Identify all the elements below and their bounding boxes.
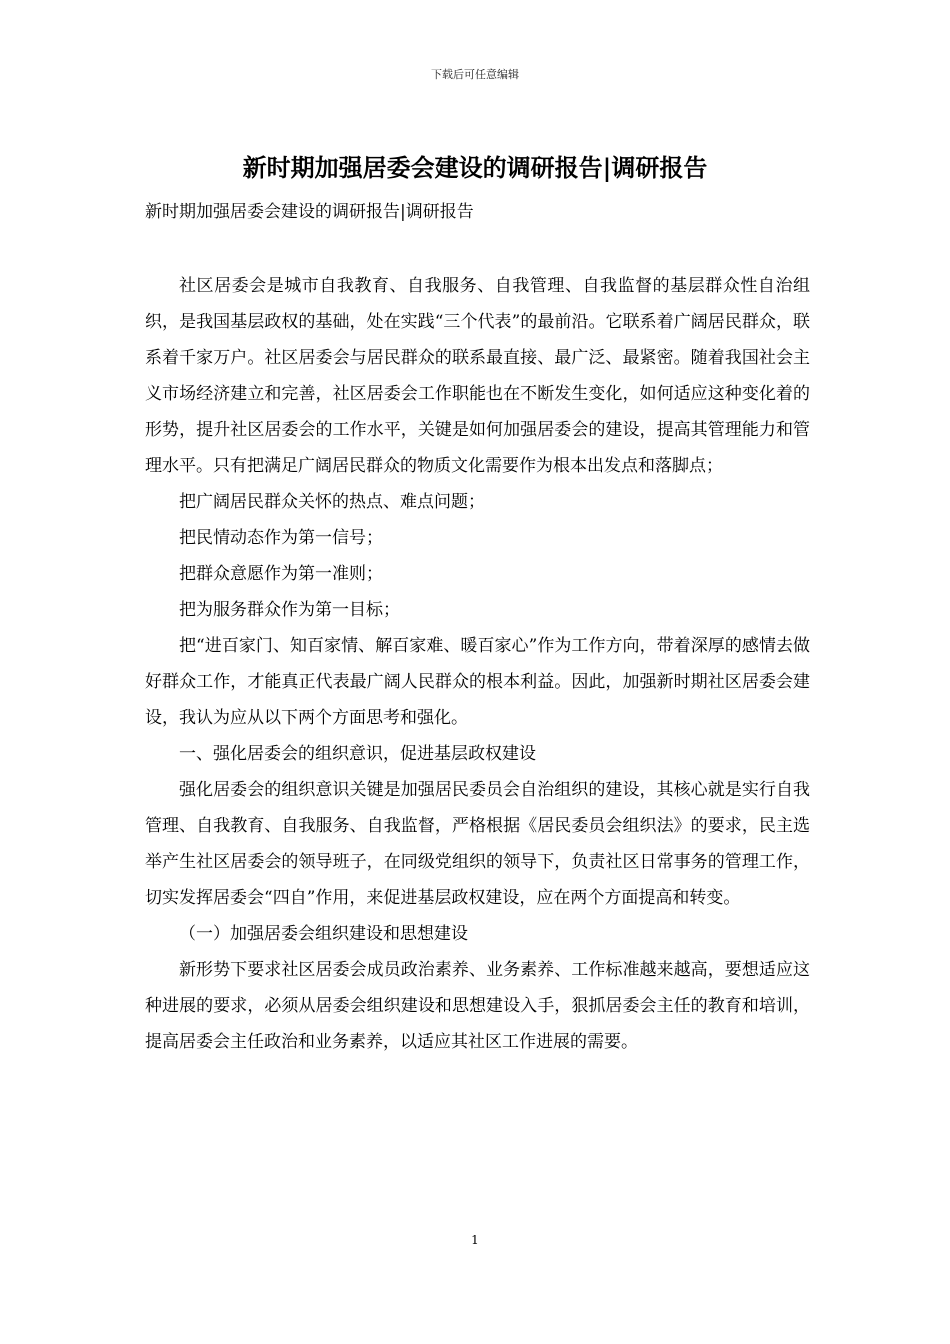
document-body — [145, 268, 810, 1060]
section-heading: 一、强化居委会的组织意识，促进基层政权建设 — [179, 744, 536, 764]
body-paragraph: 把群众意愿作为第一准则； — [179, 564, 383, 584]
body-paragraph: 把“进百家门、知百家情、解百家难、暖百家心”作为工作方向，带着深厚的感情去做好群众工作，才能真正代表最广阔人民群众的根本利益。因此，加强新时期社区居委会建设，我认为应从以下两个方面思考和强化。 — [145, 636, 810, 728]
header-note: 下载后可任意编辑 — [431, 68, 519, 81]
body-paragraph: 强化居委会的组织意识关键是加强居民委员会自治组织的建设，其核心就是实行自我管理、自我教育、自我服务、自我监督，严格根据《居民委员会组织法》的要求，民主选举产生社区居委会的领导班子，在同级党组织的领导下，负责社区日常事务的管理工作，切实发挥居委会“四自”作用，来促进基层政权建设，应在两个方面提高和转变。 — [145, 780, 810, 908]
body-paragraph: 把广阔居民群众关怀的热点、难点问题； — [179, 492, 485, 512]
document-title: 新时期加强居委会建设的调研报告|调研报告 — [242, 153, 708, 182]
body-paragraph: 社区居委会是城市自我教育、自我服务、自我管理、自我监督的基层群众性自治组织，是我国基层政权的基础，处在实践“三个代表”的最前沿。它联系着广阔居民群众，联系着千家万户。社区居委会与居民群众的联系最直接、最广泛、最紧密。随着我国社会主义市场经济建立和完善，社区居委会工作职能也在不断发生变化，如何适应这种变化着的形势，提升社区居委会的工作水平，关键是如何加强居委会的建设，提高其管理能力和管理水平。只有把满足广阔居民群众的物质文化需要作为根本出发点和落脚点； — [145, 276, 810, 476]
body-paragraph: 把民情动态作为第一信号； — [179, 528, 383, 548]
body-paragraph: 把为服务群众作为第一目标； — [179, 600, 400, 620]
document-subtitle: 新时期加强居委会建设的调研报告|调研报告 — [145, 202, 474, 222]
page-number: 1 — [471, 1233, 479, 1247]
subsection-heading: （一）加强居委会组织建设和思想建设 — [179, 924, 468, 944]
body-paragraph: 新形势下要求社区居委会成员政治素养、业务素养、工作标准越来越高，要想适应这种进展的要求，必须从居委会组织建设和思想建设入手，狠抓居委会主任的教育和培训，提高居委会主任政治和业务素养，以适应其社区工作进展的需要。 — [145, 960, 810, 1052]
